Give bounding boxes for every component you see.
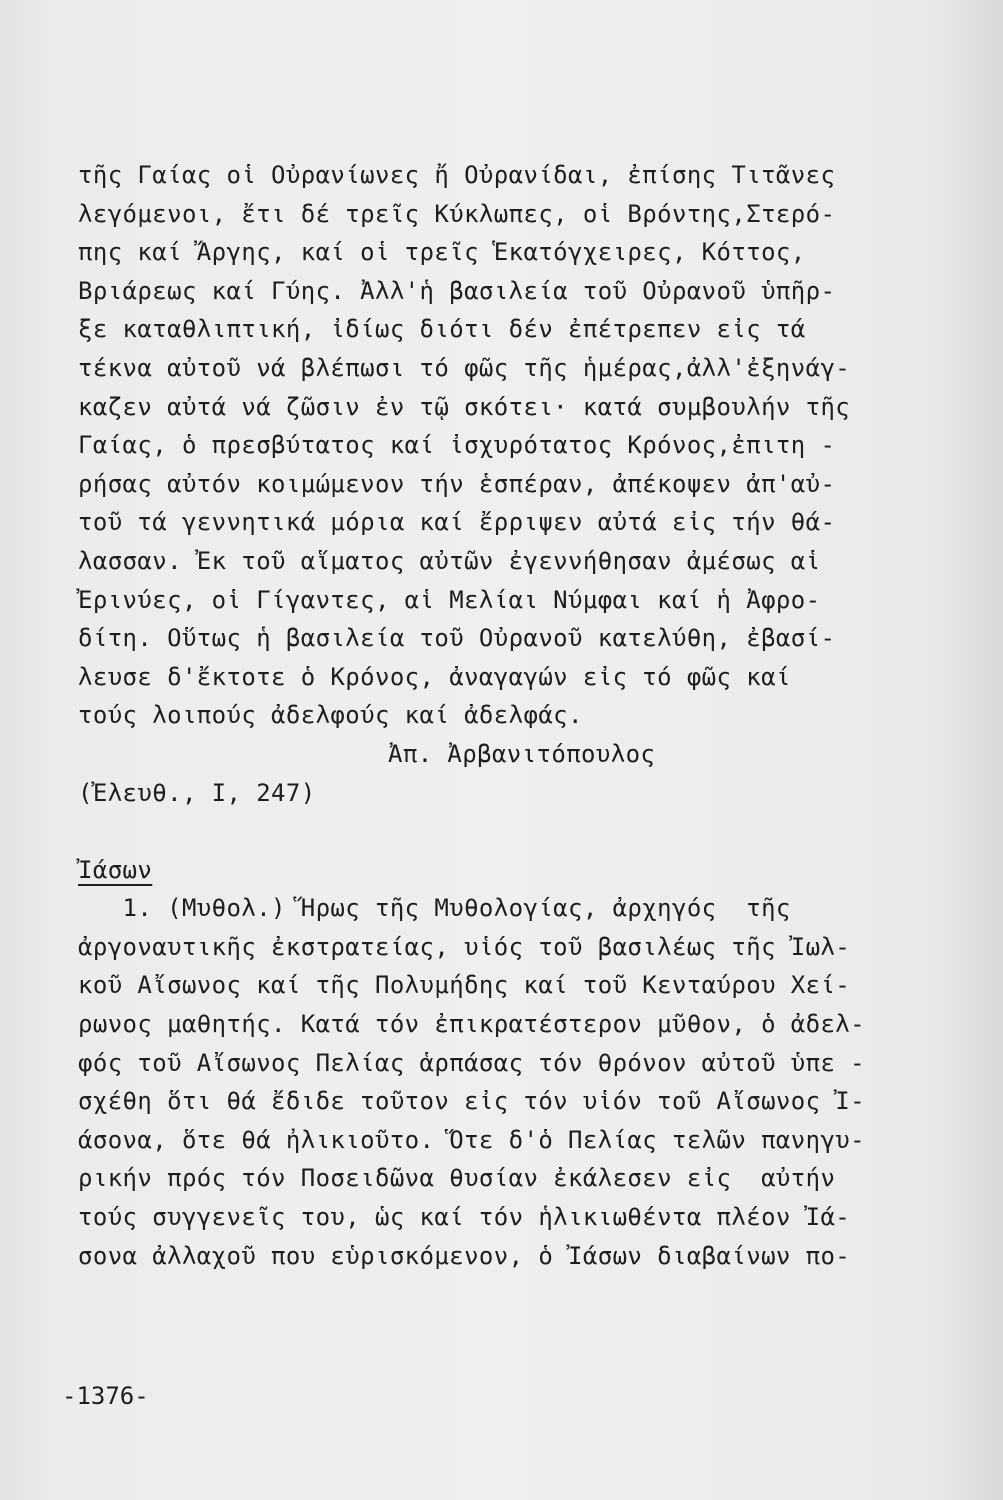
spacer [78,812,948,851]
text-line: ρωνος μαθητής. Κατά τόν ἐπικρατέστερον μῦθον, ὁ ἀδελ- [78,1010,866,1039]
text-line: πης καί Ἄργης, καί οἱ τρεῖς Ἑκατόγχειρες, Κόττος, [78,238,806,267]
text-line: άσονα, ὅτε θά ἠλικιοῦτο. Ὅτε δ'ὁ Πελίας τελῶν πανηγυ- [78,1125,866,1154]
text-block [78,156,948,1275]
text-line: τούς λοιπούς ἀδελφούς καί ἀδελφάς. [78,701,583,730]
text-line: τέκνα αὐτοῦ νά βλέπωσι τό φῶς τῆς ἡμέρας,ἀλλ'ἐξηνάγ- [78,353,851,382]
text-line: Βριάρεως καί Γύης. Ἀλλ'ἡ βασιλεία τοῦ Οὐρανοῦ ὑπῆρ- [78,276,836,305]
text-line: Γαίας, ὁ πρεσβύτατος καί ἰσχυρότατος Κρόνος,ἐπιτη - [78,431,836,460]
text-line: ξε καταθλιπτική, ἰδίως διότι δέν ἐπέτρεπεν εἰς τά [78,315,806,344]
page-number: -1376- [62,1382,149,1410]
citation: (Ἐλευθ., Ι, 247) [78,778,316,807]
author-signature: Ἀπ. Ἀρβανιτόπουλος [388,739,656,768]
text-line: ρικήν πρός τόν Ποσειδῶνα θυσίαν ἐκάλεσεν εἰς αὐτήν [78,1164,836,1193]
text-line: τοῦ τά γεννητικά μόρια καί ἔρριψεν αὐτά εἰς τήν θά- [78,508,836,537]
text-line: 1. (Μυθολ.) Ἥρως τῆς Μυθολογίας, ἀρχηγός τῆς [78,894,791,923]
text-line: λεγόμενοι, ἔτι δέ τρεῖς Κύκλωπες, οἱ Βρόντης,Στερό- [78,199,836,228]
text-line: καζεν αὐτά νά ζῶσιν ἐν τῷ σκότει· κατά συμβουλήν τῆς [78,392,851,421]
text-line: κοῦ Αἴσωνος καί τῆς Πολυμήδης καί τοῦ Κενταύρου Χεί- [78,971,851,1000]
text-line: ἀργοναυτικῆς ἐκστρατείας, υἱός τοῦ βασιλέως τῆς Ἰωλ- [78,932,851,961]
text-line: λασσαν. Ἐκ τοῦ αἵματος αὐτῶν ἐγεννήθησαν ἀμέσως αἱ [78,546,821,575]
text-line: τούς συγγενεῖς του, ὡς καί τόν ἡλικιωθέντα πλέον Ἰά- [78,1203,851,1232]
text-line: τῆς Γαίας οἱ Οὐρανίωνες ἤ Οὐρανίδαι, ἐπίσης Τιτᾶνες [78,161,836,189]
text-line: σχέθη ὅτι θά ἔδιδε τοῦτον εἰς τόν υἱόν τοῦ Αἴσωνος Ἰ- [78,1087,866,1116]
text-line: Ἐρινύες, οἱ Γίγαντες, αἱ Μελίαι Νύμφαι καί ἡ Ἀφρο- [78,585,821,614]
text-line: δίτη. Οὕτως ἡ βασιλεία τοῦ Οὐρανοῦ κατελύθη, ἐβασί- [78,624,836,653]
text-line: φός τοῦ Αἴσωνος Πελίας ἁρπάσας τόν θρόνον αὐτοῦ ὑπε - [78,1048,866,1077]
entry-heading: Ἰάσων [78,855,153,884]
text-line: σονα ἀλλαχοῦ που εὑρισκόμενον, ὁ Ἰάσων διαβαίνων πο- [78,1241,851,1270]
text-line: ρήσας αὐτόν κοιμώμενον τήν ἑσπέραν, ἀπέκοψεν ἀπ'αὐ- [78,469,836,498]
text-line: λευσε δ'ἔκτοτε ὁ Κρόνος, ἀναγαγών εἰς τό φῶς καί [78,662,791,691]
